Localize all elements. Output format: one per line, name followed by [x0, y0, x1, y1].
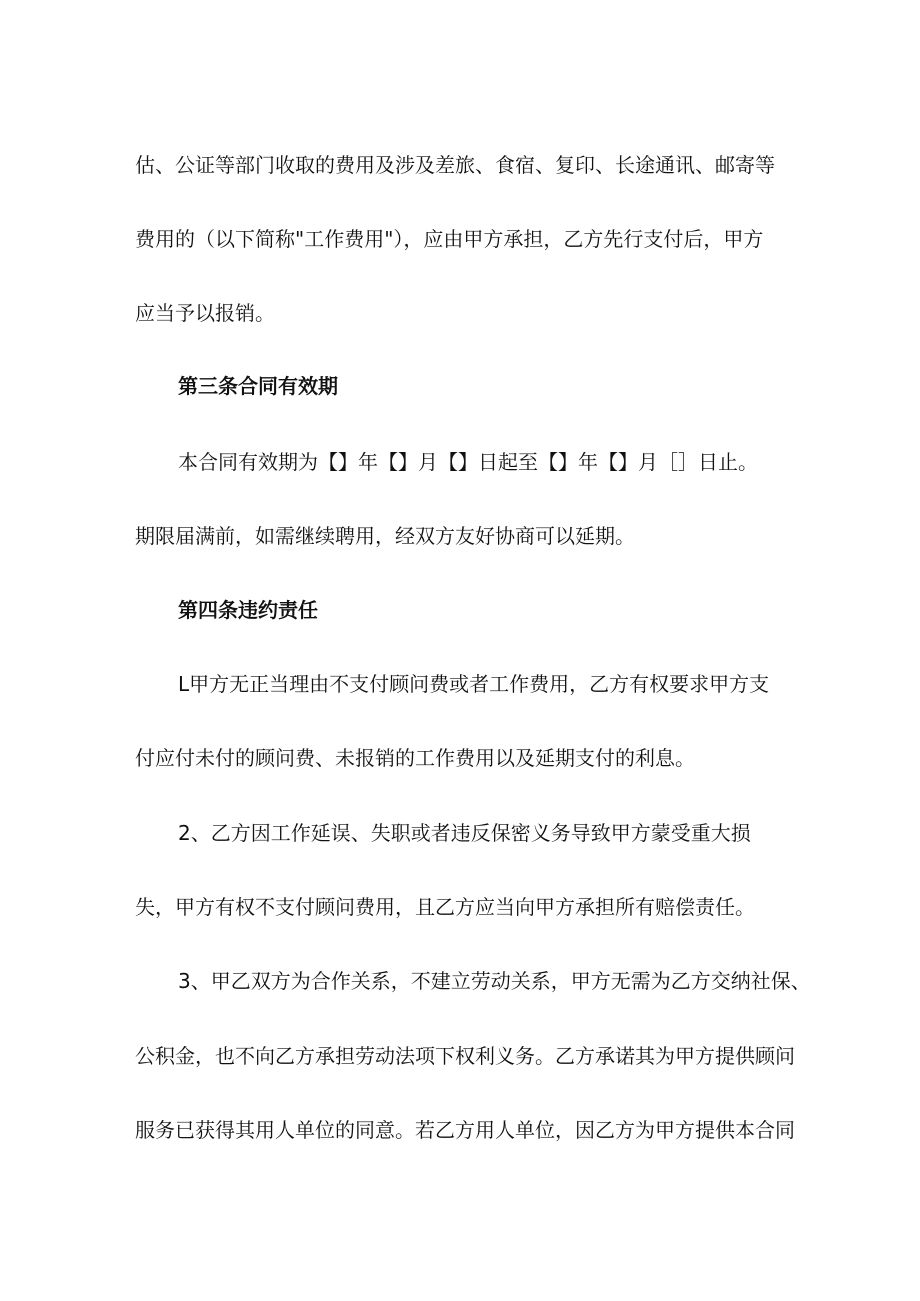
paragraph-line: L甲方无正当理由不支付顾问费或者工作费用，乙方有权要求甲方支	[178, 672, 770, 696]
paragraph-line: 期限届满前，如需继续聘用，经双方友好协商可以延期。	[135, 524, 635, 548]
paragraph-line: 3、甲乙双方为合作关系，不建立劳动关系，甲方无需为乙方交纳社保、	[178, 969, 811, 993]
paragraph-line: 本合同有效期为【】年【】月【】日起至【】年【】月［］日止。	[178, 450, 758, 474]
paragraph-line: 失，甲方有权不支付顾问费用，且乙方应当向甲方承担所有赔偿责任。	[135, 895, 755, 919]
paragraph-line: 服务已获得其用人单位的同意。若乙方用人单位，因乙方为甲方提供本合同	[135, 1118, 795, 1142]
paragraph-line: 估、公证等部门收取的费用及涉及差旅、食宿、复印、长途通讯、邮寄等	[135, 153, 775, 177]
section-heading-term3: 第三条合同有效期	[178, 374, 338, 398]
paragraph-line: 应当予以报销。	[135, 301, 275, 325]
paragraph-line: 费用的（以下简称"工作费用"），应由甲方承担，乙方先行支付后，甲方	[135, 227, 764, 251]
paragraph-line: 付应付未付的顾问费、未报销的工作费用以及延期支付的利息。	[135, 746, 695, 770]
section-heading-term4: 第四条违约责任	[178, 598, 318, 622]
paragraph-line: 2、乙方因工作延误、失职或者违反保密义务导致甲方蒙受重大损	[178, 821, 751, 845]
paragraph-line: 公积金，也不向乙方承担劳动法项下权利义务。乙方承诺其为甲方提供顾问	[135, 1044, 795, 1068]
